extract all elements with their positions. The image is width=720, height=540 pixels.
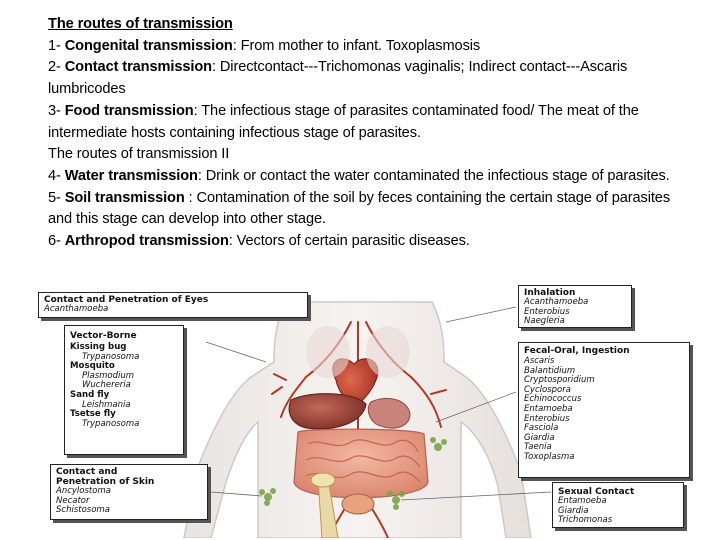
transmission-illustration <box>36 282 690 538</box>
sexual-contact-box <box>552 482 684 528</box>
fecal-oral-item: Taenia <box>524 442 552 453</box>
eyes-contact-title: Contact and Penetration of Eyes <box>44 295 209 305</box>
sexual-contact-item: Giardia <box>558 505 589 516</box>
route-5: 5- Soil transmission : Contamination of the soil by feces containing the certain stage of parasites and this stage can develop into other stage. <box>48 189 671 228</box>
fecal-oral-item: Balantidium <box>524 365 576 376</box>
inhalation-title: Inhalation <box>524 288 576 298</box>
transmission-text <box>48 14 688 253</box>
vector-borne-box <box>64 325 184 455</box>
vector-group-name: Mosquito <box>70 361 115 372</box>
skin-contact-item: Necator <box>56 495 90 506</box>
fecal-oral-item: Entamoeba <box>524 403 573 414</box>
vector-parasite: Trypanosoma <box>82 351 140 362</box>
vector-group-name: Tsetse fly <box>70 409 116 420</box>
fecal-oral-item: Echinococcus <box>524 394 582 405</box>
fecal-oral-item: Cyclospora <box>524 384 571 395</box>
route-6: 6- Arthropod transmission: Vectors of certain parasitic diseases. <box>48 233 470 250</box>
skin-contact-title: Contact and <box>56 467 118 477</box>
route-4: 4- Water transmission: Drink or contact the water contaminated the infectious stage of parasites. <box>48 167 670 184</box>
skin-contact-item: Ancylostoma <box>56 486 111 496</box>
vector-parasite: Trypanosoma <box>82 418 140 429</box>
inhalation-item: Naegleria <box>524 316 565 327</box>
route-3: 3- Food transmission: The infectious stage of parasites contaminated food/ The meat of the intermediate hosts containing infectious stage of parasites. <box>48 102 639 141</box>
route-2: 2- Contact transmission: Directcontact---Trichomonas vaginalis; Indirect contact---Ascaris lumbricodes <box>48 59 628 98</box>
eyes-contact-box <box>38 292 308 318</box>
route-1: 1- Congenital transmission: From mother to infant. Toxoplasmosis <box>48 37 481 54</box>
vector-group-name: Sand fly <box>70 389 110 400</box>
heading: The routes of transmission <box>48 16 233 32</box>
skin-contact-item: Schistosoma <box>56 505 110 516</box>
vector-parasite: Plasmodium <box>82 370 135 381</box>
subheading: The routes of transmission II <box>48 146 230 163</box>
vector-parasite: Leishmania <box>82 399 131 410</box>
fecal-oral-item: Ascaris <box>524 356 555 366</box>
vector-borne-title: Vector-Borne <box>70 331 137 341</box>
inhalation-box <box>518 285 632 328</box>
inhalation-item: Acanthamoeba <box>524 297 589 307</box>
fecal-oral-item: Cryptosporidium <box>524 375 595 386</box>
fecal-oral-item: Enterobius <box>524 413 570 424</box>
vector-parasite: Wuchereria <box>82 380 131 391</box>
fecal-oral-box <box>518 342 690 478</box>
fecal-oral-title: Fecal-Oral, Ingestion <box>524 346 630 356</box>
skin-contact-box <box>50 464 208 520</box>
sexual-contact-item: Trichomonas <box>558 515 613 526</box>
fecal-oral-item: Toxoplasma <box>524 451 575 462</box>
vector-group-name: Kissing bug <box>70 342 127 352</box>
sexual-contact-item: Entamoeba <box>558 496 607 506</box>
eyes-contact-item: Acanthamoeba <box>44 304 109 314</box>
fecal-oral-item: Fasciola <box>524 423 559 434</box>
fecal-oral-item: Giardia <box>524 432 555 443</box>
skin-contact-title: Penetration of Skin <box>56 477 155 487</box>
inhalation-item: Enterobius <box>524 306 570 317</box>
sexual-contact-title: Sexual Contact <box>558 487 635 497</box>
